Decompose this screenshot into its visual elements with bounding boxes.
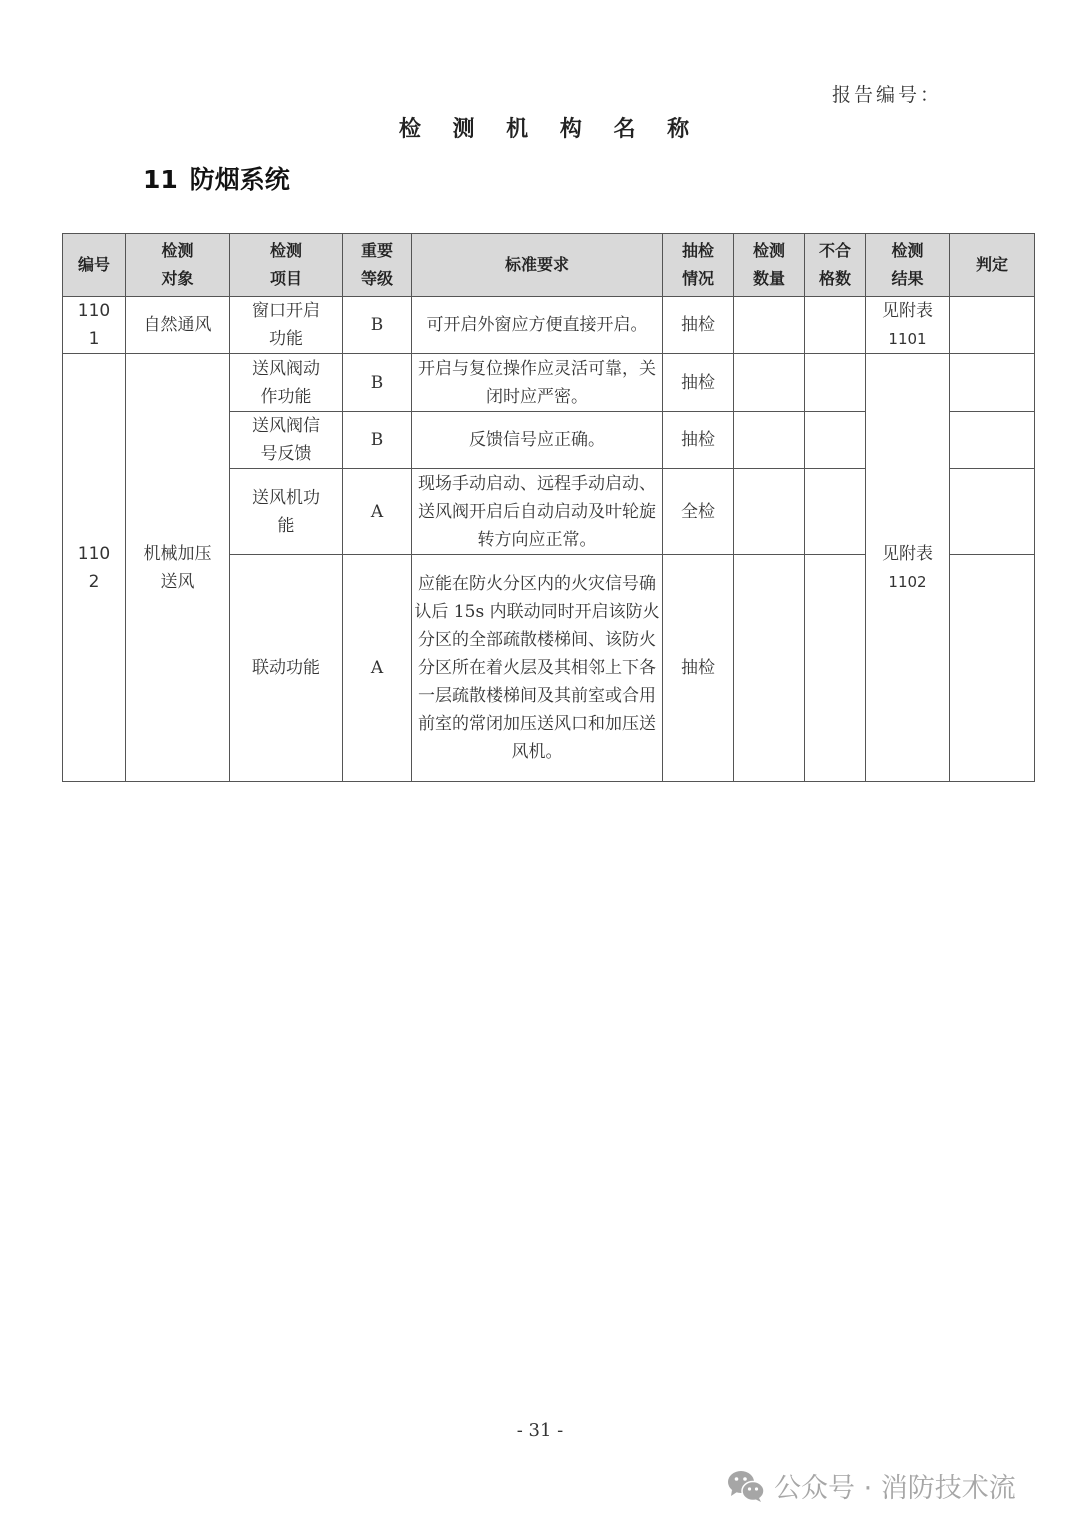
section-title <box>143 160 290 196</box>
col-header-requirement: 标准要求 <box>412 234 663 297</box>
section-name: 防烟系统 <box>189 165 290 194</box>
row-nonconforming[interactable] <box>805 412 866 469</box>
watermark-text: 公众号 · 消防技术流 <box>774 1473 1016 1504</box>
row-grade: A <box>343 555 412 782</box>
row-judgement[interactable] <box>950 469 1035 555</box>
row-grade: B <box>343 297 412 354</box>
col-header-sampling: 抽检 情况 <box>663 234 734 297</box>
table-row <box>63 297 1035 354</box>
row-quantity[interactable] <box>734 297 805 354</box>
row-requirement: 现场手动启动、远程手动启动、送风阀开启后自动启动及叶轮旋转方向应正常。 <box>412 469 663 555</box>
row-requirement: 可开启外窗应方便直接开启。 <box>412 297 663 354</box>
col-header-judgement: 判定 <box>950 234 1035 297</box>
row-quantity[interactable] <box>734 469 805 555</box>
inspection-table <box>62 233 1035 782</box>
section-number: 11 <box>143 165 178 194</box>
col-header-id: 编号 <box>63 234 126 297</box>
row-object: 机械加压 送风 <box>126 354 230 782</box>
col-header-result: 检测 结果 <box>866 234 950 297</box>
row-item: 送风机功 能 <box>230 469 343 555</box>
wechat-icon <box>726 1469 766 1503</box>
row-quantity[interactable] <box>734 354 805 412</box>
row-sampling: 抽检 <box>663 555 734 782</box>
row-sampling: 抽检 <box>663 354 734 412</box>
page-number: - 31 - <box>516 1420 564 1441</box>
col-header-grade: 重要 等级 <box>343 234 412 297</box>
row-sampling: 抽检 <box>663 412 734 469</box>
row-nonconforming[interactable] <box>805 469 866 555</box>
row-object: 自然通风 <box>126 297 230 354</box>
row-grade: B <box>343 354 412 412</box>
row-sampling: 抽检 <box>663 297 734 354</box>
row-grade: B <box>343 412 412 469</box>
row-item: 送风阀信 号反馈 <box>230 412 343 469</box>
organization-name: 检 测 机 构 名 称 <box>398 117 702 142</box>
row-id: 110 2 <box>63 354 126 782</box>
row-result: 见附表 1101 <box>866 297 950 354</box>
row-item: 联动功能 <box>230 555 343 782</box>
row-judgement[interactable] <box>950 555 1035 782</box>
col-header-object: 检测 对象 <box>126 234 230 297</box>
row-id: 110 1 <box>63 297 126 354</box>
row-judgement[interactable] <box>950 412 1035 469</box>
col-header-quantity: 检测 数量 <box>734 234 805 297</box>
col-header-nonconforming: 不合 格数 <box>805 234 866 297</box>
row-requirement: 应能在防火分区内的火灾信号确认后 15s 内联动同时开启该防火分区的全部疏散楼梯间、该防火分区所在着火层及其相邻上下各一层疏散楼梯间及其前室或合用前室的常闭加压送风口和加压送风机。 <box>412 555 663 782</box>
row-requirement: 开启与复位操作应灵活可靠，关闭时应严密。 <box>412 354 663 412</box>
row-sampling: 全检 <box>663 469 734 555</box>
row-nonconforming[interactable] <box>805 555 866 782</box>
row-grade: A <box>343 469 412 555</box>
row-judgement[interactable] <box>950 354 1035 412</box>
table-header-row <box>63 234 1035 297</box>
watermark <box>726 1466 1016 1505</box>
row-quantity[interactable] <box>734 412 805 469</box>
table-row <box>63 354 1035 412</box>
row-nonconforming[interactable] <box>805 354 866 412</box>
row-quantity[interactable] <box>734 555 805 782</box>
col-header-item: 检测 项目 <box>230 234 343 297</box>
row-result: 见附表 1102 <box>866 354 950 782</box>
report-number-label: 报告编号： <box>832 84 943 106</box>
row-judgement[interactable] <box>950 297 1035 354</box>
row-item: 送风阀动 作功能 <box>230 354 343 412</box>
row-nonconforming[interactable] <box>805 297 866 354</box>
row-item: 窗口开启 功能 <box>230 297 343 354</box>
row-requirement: 反馈信号应正确。 <box>412 412 663 469</box>
